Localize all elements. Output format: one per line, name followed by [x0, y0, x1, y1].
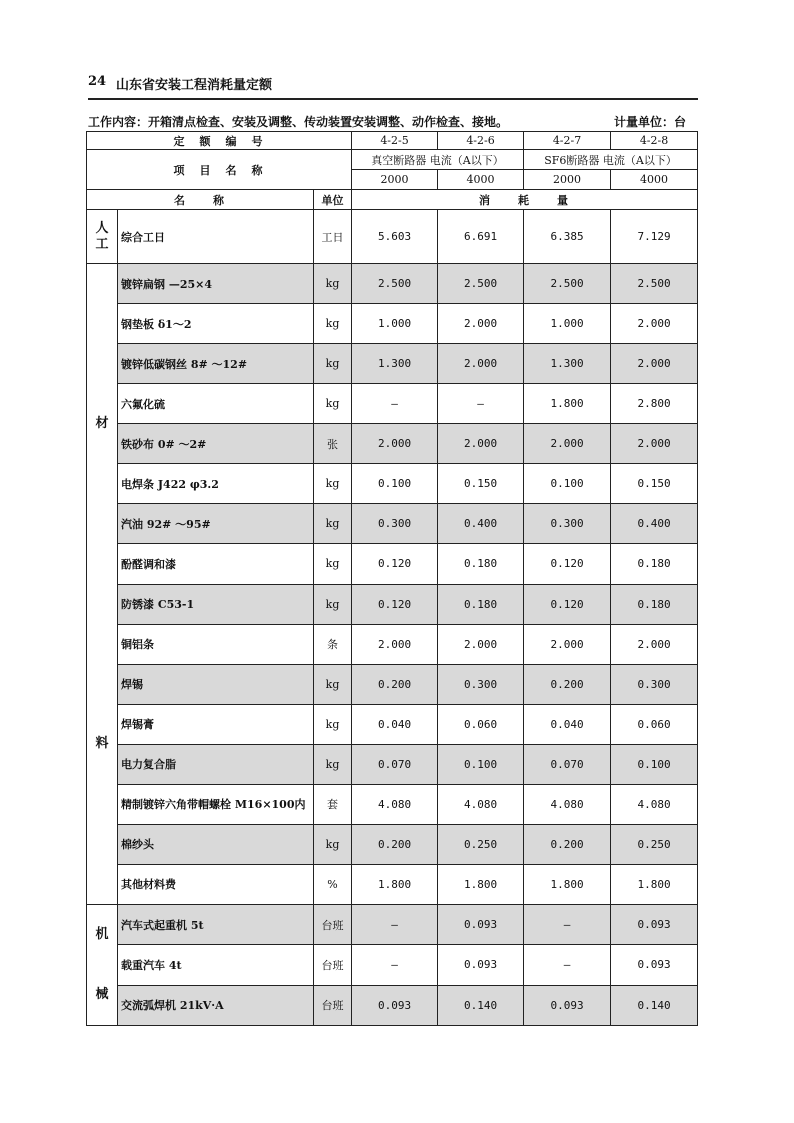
- machinery-row: [87, 905, 698, 945]
- category-char: 机: [95, 927, 109, 943]
- category-char: 械: [95, 987, 109, 1003]
- consumption-value: 7.129: [611, 210, 698, 264]
- consumption-value: —: [438, 384, 524, 424]
- consumption-value: 0.180: [438, 584, 524, 624]
- category-char: 料: [95, 736, 109, 752]
- item-name: 汽车式起重机 5t: [118, 905, 314, 945]
- item-name: 汽油 92# ～95#: [118, 504, 314, 544]
- consumption-value: 1.800: [352, 864, 438, 904]
- quota-code: 4-2-7: [524, 132, 611, 150]
- item-name: 焊锡膏: [118, 704, 314, 744]
- materials-row: [87, 664, 698, 704]
- page-header: [88, 68, 698, 100]
- consumption-value: 0.200: [524, 824, 611, 864]
- item-unit: %: [314, 864, 352, 904]
- quota-code-label: 定 额 编 号: [87, 132, 352, 150]
- materials-row: [87, 744, 698, 784]
- consumption-value: 6.385: [524, 210, 611, 264]
- item-unit: 台班: [314, 985, 352, 1025]
- group-sf6-breaker: SF6断路器 电流（A以下）: [524, 150, 698, 170]
- item-name: 六氟化硫: [118, 384, 314, 424]
- consumption-value: 0.300: [438, 664, 524, 704]
- item-unit: kg: [314, 384, 352, 424]
- consumption-value: 1.800: [438, 864, 524, 904]
- consumption-value: 0.180: [611, 544, 698, 584]
- quota-code: 4-2-5: [352, 132, 438, 150]
- machinery-row: [87, 985, 698, 1025]
- consumption-value: 0.200: [524, 664, 611, 704]
- consumption-value: —: [352, 905, 438, 945]
- consumption-value: 5.603: [352, 210, 438, 264]
- consumption-value: 0.093: [524, 985, 611, 1025]
- consumption-value: 1.300: [524, 344, 611, 384]
- item-name: 交流弧焊机 21kV·A: [118, 985, 314, 1025]
- quota-table: [86, 131, 698, 1026]
- consumption-value: 0.150: [611, 464, 698, 504]
- consumption-value: 0.093: [611, 905, 698, 945]
- item-name: 钢垫板 δ1～2: [118, 304, 314, 344]
- materials-row: [87, 624, 698, 664]
- group-vacuum-breaker: 真空断路器 电流（A以下）: [352, 150, 524, 170]
- consumption-value: 0.140: [611, 985, 698, 1025]
- materials-row: [87, 864, 698, 904]
- consumption-value: 2.500: [438, 264, 524, 304]
- consumption-value: 2.000: [524, 624, 611, 664]
- item-name: 焊锡: [118, 664, 314, 704]
- item-unit: kg: [314, 304, 352, 344]
- item-unit: kg: [314, 744, 352, 784]
- materials-row: [87, 344, 698, 384]
- consumption-value: 2.000: [438, 304, 524, 344]
- consumption-value: 0.093: [438, 905, 524, 945]
- item-name: 综合工日: [118, 210, 314, 264]
- consumption-value: 0.100: [611, 744, 698, 784]
- materials-row: [87, 784, 698, 824]
- item-unit: kg: [314, 664, 352, 704]
- name-column-header: 名 称: [87, 190, 314, 210]
- work-content: 工作内容：开箱清点检查、安装及调整、传动装置安装调整、动作检查、接地。: [88, 115, 509, 129]
- quota-code: 4-2-6: [438, 132, 524, 150]
- item-unit: 台班: [314, 945, 352, 985]
- consumption-value: 4.080: [611, 784, 698, 824]
- consumption-value: 2.000: [611, 624, 698, 664]
- consumption-value: 0.300: [524, 504, 611, 544]
- item-unit: kg: [314, 504, 352, 544]
- labor-category: [87, 210, 118, 264]
- item-unit: 工日: [314, 210, 352, 264]
- item-name: 精制镀锌六角带帽螺栓 M16×100内: [118, 784, 314, 824]
- machinery-row: [87, 945, 698, 985]
- materials-row: [87, 584, 698, 624]
- consumption-value: 2.000: [352, 624, 438, 664]
- item-unit: 条: [314, 624, 352, 664]
- item-name: 棉纱头: [118, 824, 314, 864]
- consumption-value: 0.400: [611, 504, 698, 544]
- item-name: 载重汽车 4t: [118, 945, 314, 985]
- consumption-value: 1.000: [524, 304, 611, 344]
- page-number: 24: [88, 74, 107, 89]
- materials-row: [87, 264, 698, 304]
- item-unit: kg: [314, 584, 352, 624]
- consumption-value: 0.300: [352, 504, 438, 544]
- consumption-value: 0.120: [352, 544, 438, 584]
- consumption-value: 0.120: [352, 584, 438, 624]
- consumption-value: 0.100: [438, 744, 524, 784]
- consumption-value: 0.093: [438, 945, 524, 985]
- consumption-value: 0.180: [438, 544, 524, 584]
- materials-category: [87, 264, 118, 905]
- consumption-value: 0.250: [611, 824, 698, 864]
- item-unit: kg: [314, 464, 352, 504]
- item-unit: 套: [314, 784, 352, 824]
- consumption-value: 0.100: [524, 464, 611, 504]
- category-char: 材: [95, 416, 109, 432]
- consumption-column-header: 消 耗 量: [352, 190, 698, 210]
- current-rating: 4000: [611, 170, 698, 190]
- book-title: 山东省安装工程消耗量定额: [116, 78, 273, 93]
- consumption-value: —: [524, 945, 611, 985]
- consumption-value: 0.040: [352, 704, 438, 744]
- consumption-value: 0.250: [438, 824, 524, 864]
- consumption-value: 0.120: [524, 584, 611, 624]
- quota-code: 4-2-8: [611, 132, 698, 150]
- current-rating: 2000: [524, 170, 611, 190]
- consumption-value: 2.000: [524, 424, 611, 464]
- consumption-value: 4.080: [438, 784, 524, 824]
- consumption-value: 1.800: [611, 864, 698, 904]
- consumption-value: 2.800: [611, 384, 698, 424]
- consumption-value: 2.500: [524, 264, 611, 304]
- consumption-value: 2.000: [611, 424, 698, 464]
- item-name: 其他材料费: [118, 864, 314, 904]
- measurement-unit: 计量单位：台: [613, 115, 686, 129]
- item-name: 镀锌低碳钢丝 8# ～12#: [118, 344, 314, 384]
- consumption-value: 2.000: [352, 424, 438, 464]
- consumption-value: 0.120: [524, 544, 611, 584]
- item-name: 防锈漆 C53-1: [118, 584, 314, 624]
- consumption-value: 0.070: [524, 744, 611, 784]
- consumption-value: 2.000: [611, 304, 698, 344]
- consumption-value: —: [352, 945, 438, 985]
- work-content-line: [88, 113, 698, 131]
- consumption-value: 0.180: [611, 584, 698, 624]
- consumption-value: 0.060: [611, 704, 698, 744]
- consumption-value: 0.060: [438, 704, 524, 744]
- consumption-value: 2.000: [438, 424, 524, 464]
- consumption-value: 1.800: [524, 864, 611, 904]
- materials-row: [87, 824, 698, 864]
- consumption-value: —: [524, 905, 611, 945]
- unit-column-header: 单位: [314, 190, 352, 210]
- item-name: 铜铝条: [118, 624, 314, 664]
- consumption-value: 0.100: [352, 464, 438, 504]
- item-unit: 台班: [314, 905, 352, 945]
- item-unit: kg: [314, 704, 352, 744]
- consumption-value: 4.080: [352, 784, 438, 824]
- materials-row: [87, 704, 698, 744]
- item-name: 镀锌扁钢 —25×4: [118, 264, 314, 304]
- consumption-value: 0.200: [352, 824, 438, 864]
- item-unit: kg: [314, 544, 352, 584]
- item-name-label: 项 目 名 称: [87, 150, 352, 190]
- consumption-value: —: [352, 384, 438, 424]
- item-unit: kg: [314, 824, 352, 864]
- item-name: 电焊条 J422 φ3.2: [118, 464, 314, 504]
- consumption-value: 1.300: [352, 344, 438, 384]
- current-rating: 4000: [438, 170, 524, 190]
- consumption-value: 1.000: [352, 304, 438, 344]
- consumption-value: 0.300: [611, 664, 698, 704]
- consumption-value: 2.000: [438, 624, 524, 664]
- materials-row: [87, 424, 698, 464]
- consumption-value: 0.093: [352, 985, 438, 1025]
- consumption-value: 0.040: [524, 704, 611, 744]
- labor-row: [87, 210, 698, 264]
- item-unit: 张: [314, 424, 352, 464]
- item-unit: kg: [314, 344, 352, 384]
- consumption-value: 0.200: [352, 664, 438, 704]
- current-rating: 2000: [352, 170, 438, 190]
- consumption-value: 4.080: [524, 784, 611, 824]
- consumption-value: 2.000: [611, 344, 698, 384]
- item-name: 铁砂布 0# ～2#: [118, 424, 314, 464]
- consumption-value: 6.691: [438, 210, 524, 264]
- consumption-value: 0.140: [438, 985, 524, 1025]
- category-char: 人: [95, 220, 109, 236]
- consumption-value: 0.093: [611, 945, 698, 985]
- materials-row: [87, 304, 698, 344]
- item-name: 酚醛调和漆: [118, 544, 314, 584]
- materials-row: [87, 504, 698, 544]
- category-char: 工: [95, 236, 109, 252]
- consumption-value: 0.150: [438, 464, 524, 504]
- consumption-value: 2.500: [611, 264, 698, 304]
- consumption-value: 0.070: [352, 744, 438, 784]
- item-name: 电力复合脂: [118, 744, 314, 784]
- consumption-value: 2.500: [352, 264, 438, 304]
- item-unit: kg: [314, 264, 352, 304]
- consumption-value: 1.800: [524, 384, 611, 424]
- materials-row: [87, 384, 698, 424]
- consumption-value: 2.000: [438, 344, 524, 384]
- consumption-value: 0.400: [438, 504, 524, 544]
- machinery-category: [87, 905, 118, 1026]
- materials-row: [87, 544, 698, 584]
- materials-row: [87, 464, 698, 504]
